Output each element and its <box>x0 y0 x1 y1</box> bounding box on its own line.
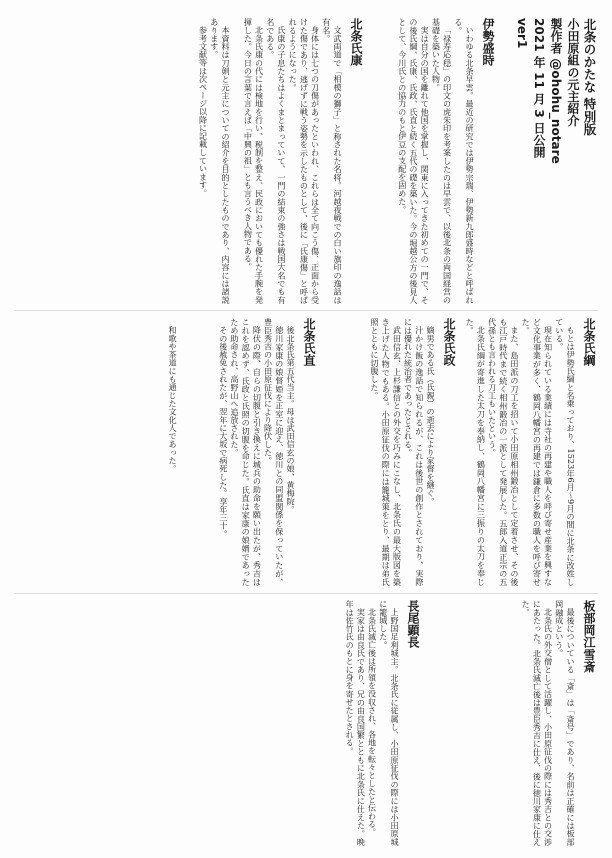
paragraph: 本資料は刀剣と元主についての紹介を目的としたものであり、内容には諸説あります。 <box>209 18 231 304</box>
lower-tier <box>14 600 598 846</box>
paragraph: 氏康の子息たちはよくまとまっていて、一門の結束の強さは戦国大名でも有名である。 <box>265 18 287 304</box>
paragraph: その後赦免されたが、翌年に大坂で病死した。享年三十。 <box>218 326 229 538</box>
section-heading: 北条氏綱 <box>582 318 596 367</box>
paragraph: 北条氏綱が寄進した太刀を奉納し、鶴岡八幡宮に三振りの太刀を奉じた。 <box>465 318 487 586</box>
section-ujinao <box>194 318 318 586</box>
paragraph: 身体には七つの刀傷があったといわれ、これらは全て向こう傷、正面から受けた傷であり、逃げずに戦う姿勢を示したものとして、後に「氏康傷」と呼ばれるようになった。 <box>288 18 321 304</box>
paragraph: また、島田派の刀工を招いて小田原相州鍛冶として定着させ、その後も江戸時代まで続く相州鍛冶の一派として発展した。五郎入道正宗の五代孫とも言われる刀工もいたという。 <box>487 318 520 586</box>
paragraph: 和歌や茶道にも通じた文化人であった。 <box>168 326 178 473</box>
paragraph: 嫡男である氏（氏親）の逝去により家督を継ぐ。 <box>426 326 436 506</box>
paragraph: 汁かけ飯の逸話で知られるが、これは後世の創作とされており、実際には優れた統治者であったとされる。 <box>403 318 425 586</box>
section-okada-top <box>78 318 178 586</box>
section-yasunaga <box>243 18 365 304</box>
paragraph: 上野国足利城主。北条氏に従属し、小田原征伐の際には小田原城に籠城した。 <box>378 600 400 846</box>
paragraph: 北条氏康の代には検地を行い、税制を整え、民政においても優れた手腕を発揮した。今日の言葉で言えば「中興の祖」とも言うべき人物である。 <box>243 18 265 304</box>
divider <box>14 593 598 594</box>
paragraph: 最後についている「斎」は「斎号」であり、名前は正確には板部岡融成という。 <box>554 600 576 846</box>
section-heading: 北条氏直 <box>302 318 316 367</box>
doc-subtitle: 小田原組の元主紹介 <box>566 18 580 127</box>
paragraph: 「禄寿応穏」の印文の虎朱印を考案したのは早雲で、以後北条の両国経営の基礎を築いた人物。 <box>431 18 453 304</box>
section-ise-soui <box>381 18 497 304</box>
section-nagao <box>222 600 422 846</box>
paragraph: 現在知られている業績には寺社の再建や職人を呼び寄せ産業を興すなど文化事業が多く、鶴岡八幡宮の再建では鎌倉に多数の職人を呼び寄せた。 <box>521 318 554 586</box>
section-heading: 板部岡江雪斎 <box>582 600 596 673</box>
section-heading: 北条氏政 <box>442 318 456 367</box>
paragraph: 北条氏の外交僧として活躍し、小田原征伐の際には秀吉との交渉にあたった。北条氏滅亡後は豊臣秀吉に仕え、後に徳川家康に仕えた。 <box>521 600 554 846</box>
paragraph: 徳川家康の娘督姫を正室に迎え、徳川との同盟関係を保っていたが、豊臣秀吉の小田原征伐により降伏した。 <box>263 318 285 586</box>
doc-date: 2021 年 11 月 3 日公開 <box>532 18 546 159</box>
paragraph: 武田信玄、上杉謙信との外交を巧みにこなし、北条氏の最大版図を築き上げた人物でもある。小田原征伐の際には籠城策をとり、最期は弟氏照とともに切腹した。 <box>369 318 403 586</box>
paragraph: 降伏の際、自らの切腹と引き換えに城兵の助命を願い出たが、秀吉はこれを認めず、氏政と氏照の切腹を命じた。氏直は家康の娘婿であったため助命され、高野山へ追放された。 <box>229 318 263 586</box>
paragraph: 実は自分の国を離れて他国を掌握し、関東に入ってきた初めての一門で、その後氏綱、氏康、氏政、氏直と続く五代の礎を築いた。今の堀越公方の後見人として、今川氏との協力のもと伊豆の支配を固めた。 <box>397 18 431 304</box>
section-closing <box>119 18 231 304</box>
section-heading: 伊勢盛時 <box>481 18 495 67</box>
paragraph: もとは伊勢氏綱と名乗っており、1523年6月～9月の間に北条に改姓している。 <box>554 318 576 586</box>
paragraph: 実家は由良氏であり、兄の由良国繁とともに北条氏に仕えた。晩年は佐竹氏のもとに身を寄せたとされる。 <box>345 600 367 846</box>
upper-tier <box>14 18 598 304</box>
paragraph: 北条氏滅亡後は所領を没収され、各地を転々としたと伝わる。 <box>367 608 378 837</box>
doc-author: 製作者 @ohohu_notare <box>549 18 563 164</box>
section-heading: 長尾顕長 <box>406 600 420 649</box>
paragraph: 文武両道で「相模の獅子」と称された名将。河越夜戦での白い旗印の逸話は有名。 <box>321 18 343 304</box>
section-ujitsuna <box>465 318 598 586</box>
paragraph: 参考文献等は次ページ以降に記載しています。 <box>198 26 209 198</box>
paragraph: いわゆる北条早雲。最近の研究では伊勢宗瑞、伊勢新九郎盛時などと呼ばれる。 <box>453 18 475 304</box>
divider <box>14 310 598 311</box>
doc-version: ver1 <box>515 18 529 49</box>
title-block <box>513 18 598 304</box>
middle-tier <box>14 318 598 586</box>
section-ujimasa <box>334 318 458 586</box>
section-okada <box>438 600 598 846</box>
doc-title: 北条のかたな 特別版 <box>582 18 597 136</box>
paragraph: 後北条氏第五代当主。母は武田信玄の娘、黄梅院。 <box>286 326 296 514</box>
section-heading: 北条氏康 <box>349 18 363 67</box>
